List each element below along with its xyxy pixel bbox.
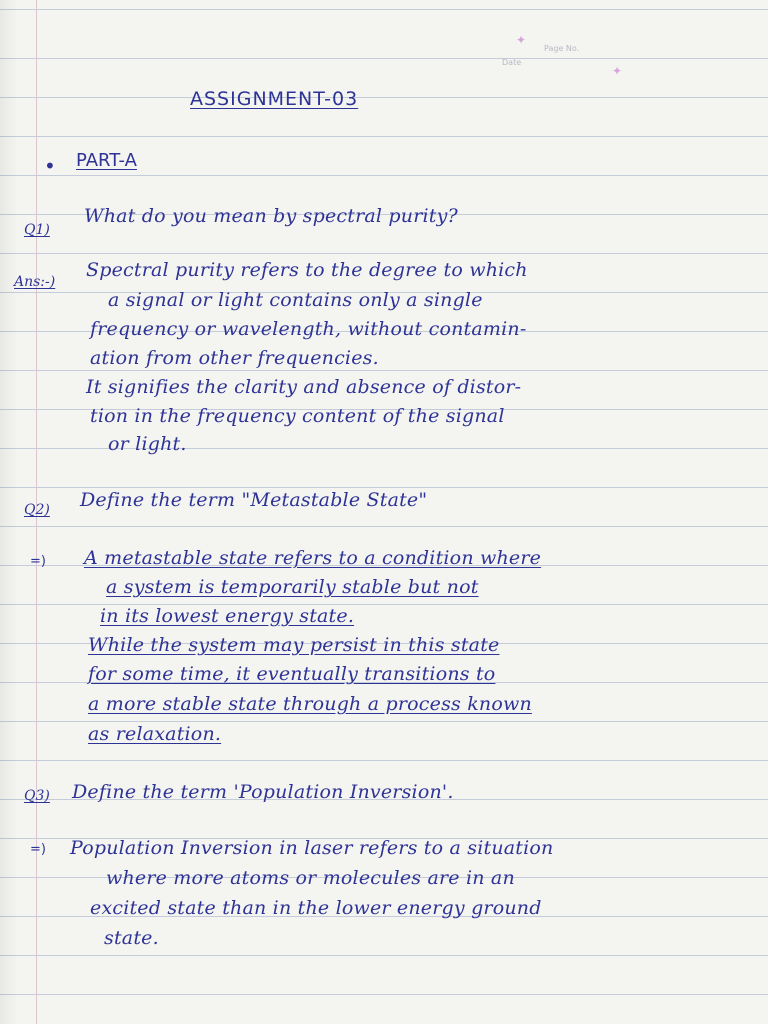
date-label: Date [502, 58, 522, 67]
question-2-text: Define the term "Metastable State" [80, 489, 428, 511]
answer-3-line-2: where more atoms or molecules are in an [106, 867, 515, 889]
star-flower-icon: ✦ [516, 33, 527, 47]
question-3-text: Define the term 'Population Inversion'. [72, 781, 454, 803]
answer-3-label: =) [30, 842, 46, 857]
answer-1-label: Ans:-) [14, 274, 56, 290]
answer-2-line-7: as relaxation. [88, 723, 222, 745]
question-3-label: Q3) [24, 788, 50, 804]
answer-3-line-1: Population Inversion in laser refers to a situation [70, 837, 554, 859]
section-heading: PART-A [76, 150, 137, 171]
answer-3-line-3: excited state than in the lower energy ground [90, 897, 542, 919]
answer-1-line-2: a signal or light contains only a single [108, 289, 483, 311]
answer-2-line-2: a system is temporarily stable but not [106, 576, 479, 598]
answer-2-label: =) [30, 554, 46, 569]
answer-2-line-5: for some time, it eventually transitions to [88, 663, 496, 685]
answer-1-line-3: frequency or wavelength, without contamin- [90, 318, 527, 340]
star-flower-icon: ✦ [612, 64, 623, 78]
page-number-label: Page No. [544, 44, 580, 53]
answer-3-line-4: state. [104, 927, 159, 949]
question-1-text: What do you mean by spectral purity? [84, 205, 458, 227]
bullet-point: • [44, 154, 56, 178]
question-2-label: Q2) [24, 502, 50, 518]
answer-1-line-7: or light. [108, 433, 187, 455]
answer-1-line-4: ation from other frequencies. [90, 347, 379, 369]
answer-2-line-3: in its lowest energy state. [100, 605, 355, 627]
answer-1-line-1: Spectral purity refers to the degree to which [86, 259, 528, 281]
answer-1-line-6: tion in the frequency content of the signal [90, 405, 505, 427]
answer-2-line-6: a more stable state through a process known [88, 693, 532, 715]
answer-2-line-1: A metastable state refers to a condition where [84, 547, 542, 569]
question-1-label: Q1) [24, 222, 50, 238]
answer-1-line-5: It signifies the clarity and absence of distor- [86, 376, 522, 398]
answer-2-line-4: While the system may persist in this state [88, 634, 500, 656]
assignment-title: ASSIGNMENT-03 [190, 88, 359, 110]
